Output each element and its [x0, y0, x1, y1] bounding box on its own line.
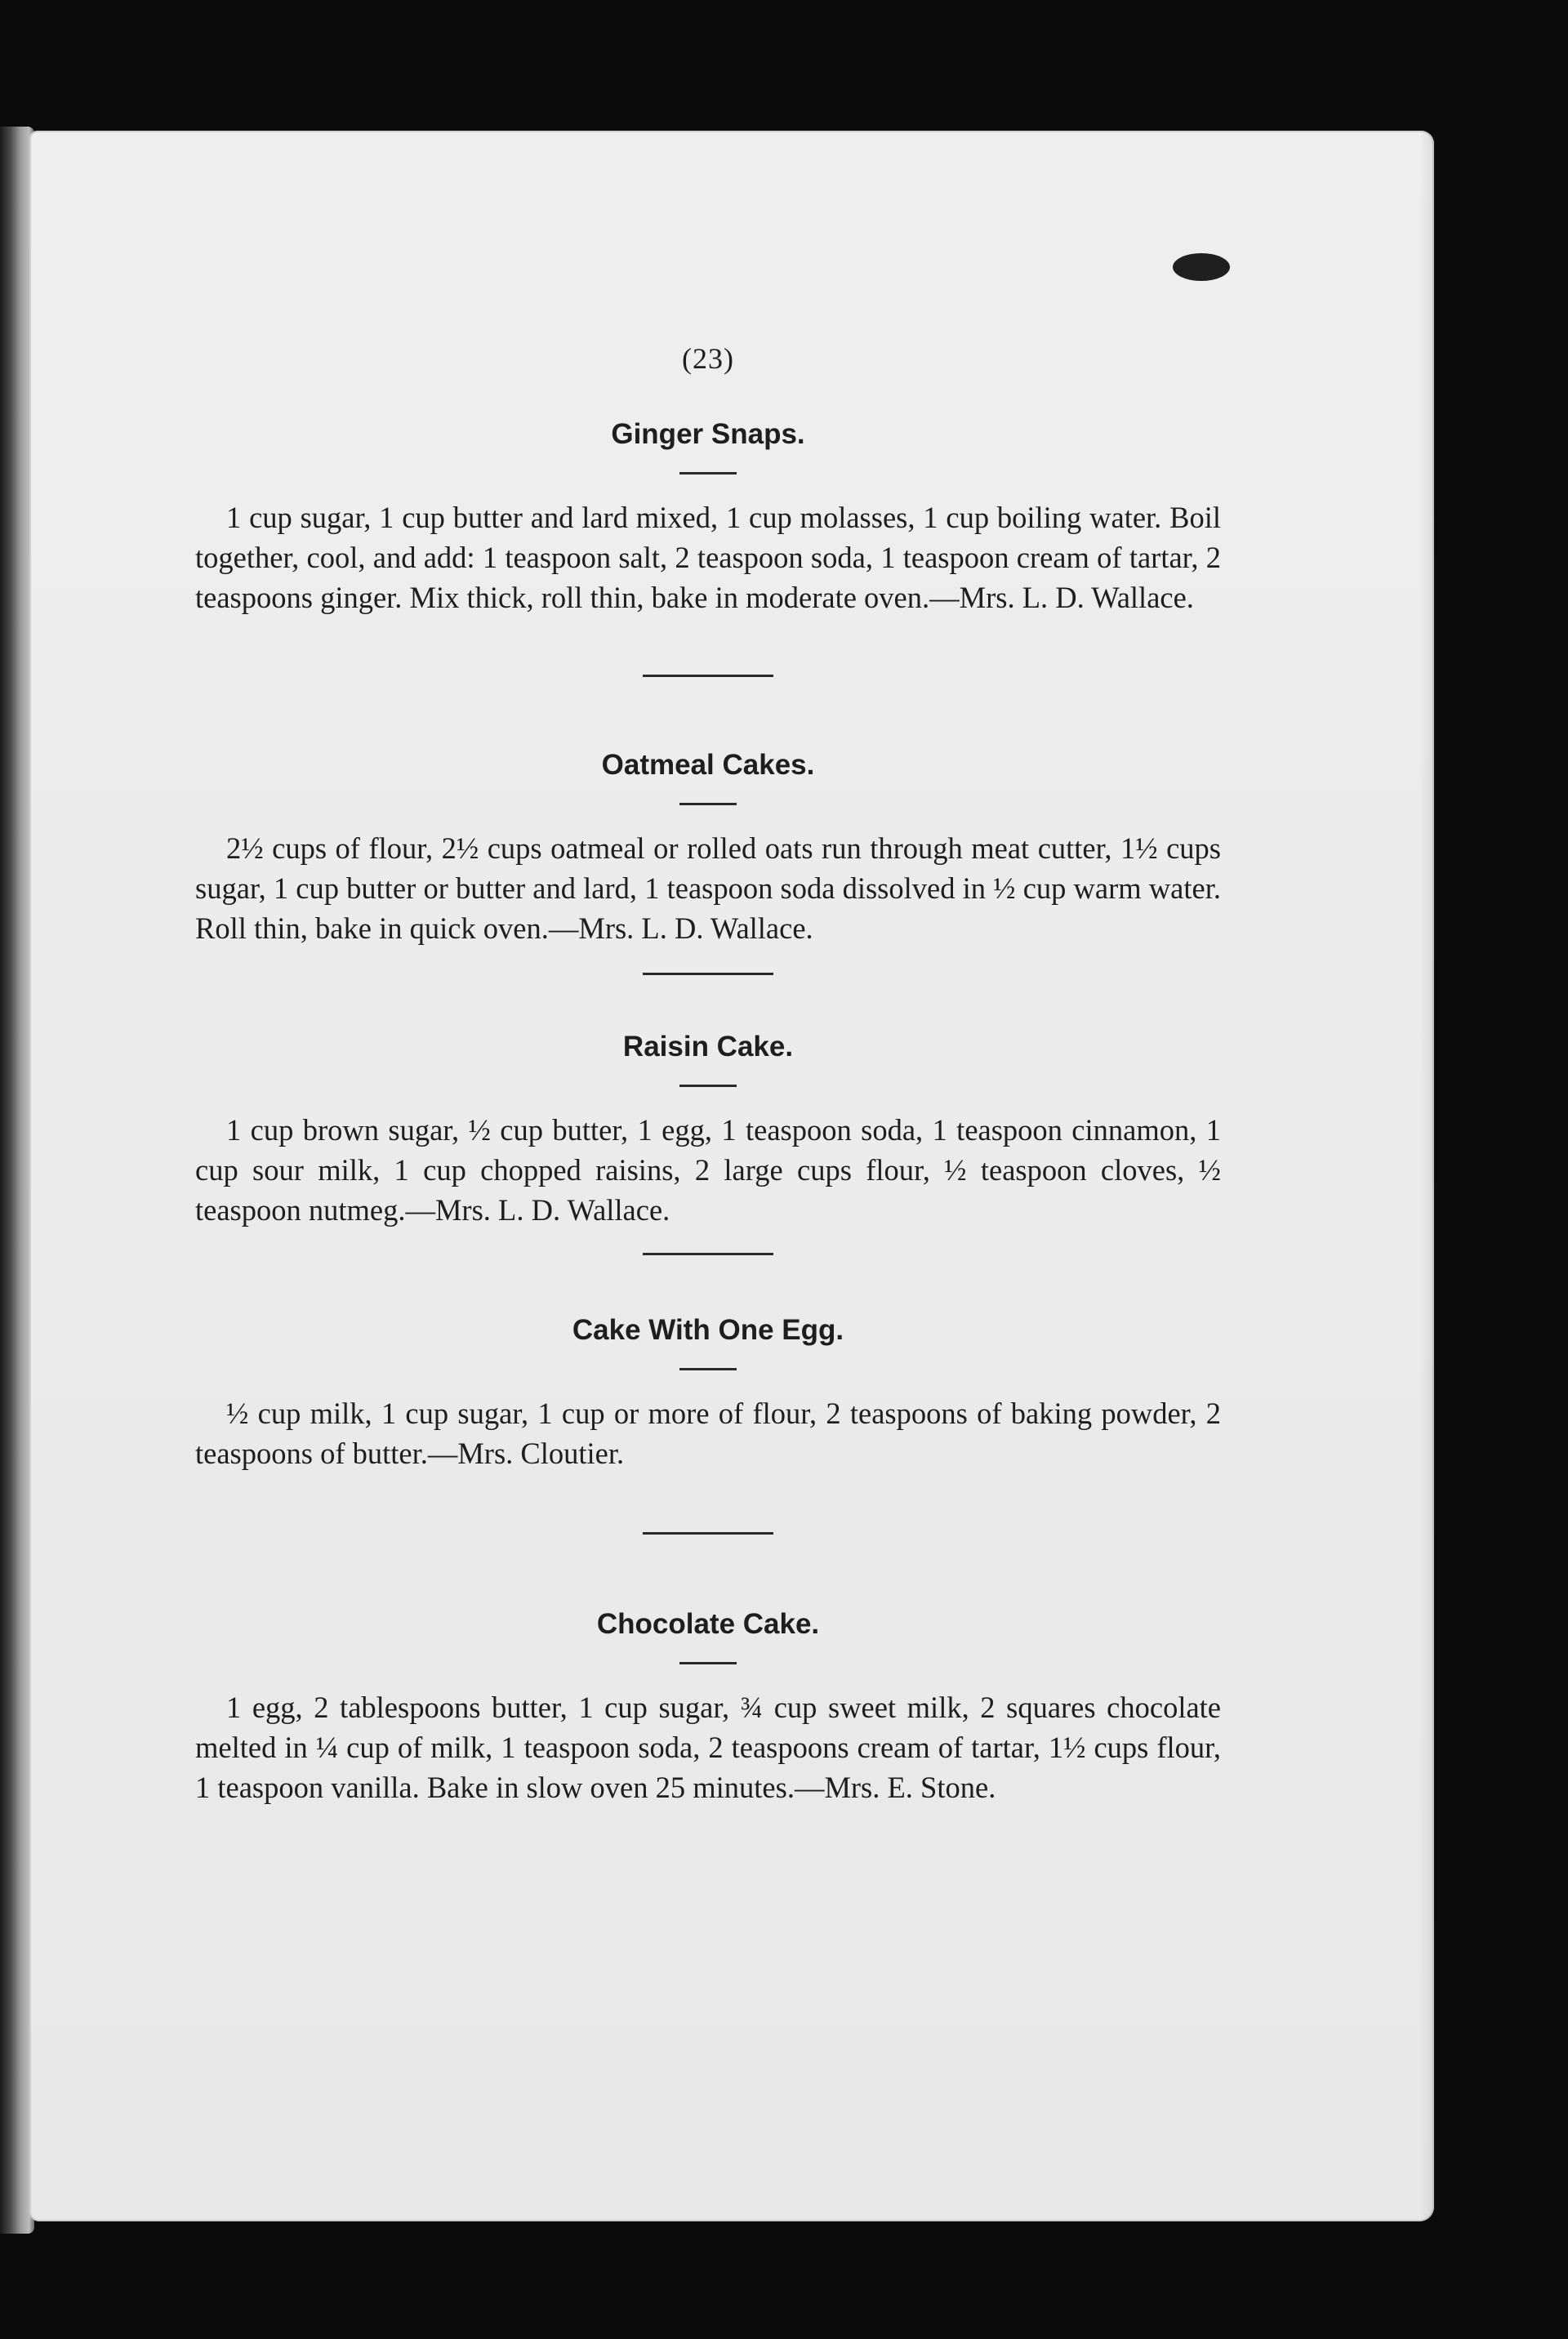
recipe-title: Raisin Cake. [622, 1031, 794, 1063]
section-divider [643, 1253, 773, 1255]
title-rule [679, 1662, 737, 1664]
ink-smudge [1173, 253, 1230, 281]
recipe-body: 1 cup sugar, 1 cup butter and lard mixed, 1 cup molasses, 1 cup boiling water. Boil together, cool, and add: 1 teaspoon salt, 2 teaspoon soda, 1 teaspoon cream of tartar, 2 teaspoons ginger. Mix thick, roll thin, bake in moderate oven.—Mrs. L. D. Wallace. [195, 501, 1221, 614]
recipe-raisin-cake [195, 1031, 1221, 1230]
recipe-body: 2½ cups of flour, 2½ cups oatmeal or rolled oats run through meat cutter, 1½ cups sugar, 1 cup butter or butter and lard, 1 teaspoon soda dissolved in ½ cup warm water. Roll thin, bake in quick oven.—Mrs. L. D. Wallace. [195, 831, 1221, 945]
recipe-title: Chocolate Cake. [596, 1608, 820, 1640]
recipe-title: Cake With One Egg. [572, 1314, 844, 1346]
title-rule [679, 1085, 737, 1087]
section-divider [643, 675, 773, 677]
recipe-body: 1 cup brown sugar, ½ cup butter, 1 egg, 1 teaspoon soda, 1 teaspoon cinnamon, 1 cup sour milk, 1 cup chopped raisins, 2 large cups flour, ½ teaspoon cloves, ½ teaspoon nutmeg.—Mrs. L. D. Wallace. [195, 1113, 1221, 1227]
title-rule [679, 1368, 737, 1370]
recipe-oatmeal-cakes [195, 749, 1221, 948]
page-content [195, 327, 1221, 1807]
recipe-body: 1 egg, 2 tablespoons butter, 1 cup sugar, ¾ cup sweet milk, 2 squares chocolate melted in ¼ cup of milk, 1 teaspoon soda, 2 teaspoons cream of tartar, 1½ cups flour, 1 teaspoon vanilla. Bake in slow oven 25 minutes.—Mrs. E. Stone. [195, 1691, 1221, 1804]
section-divider [643, 1532, 773, 1535]
recipe-title: Ginger Snaps. [611, 418, 805, 450]
title-rule [679, 472, 737, 474]
page-number: (23) [682, 342, 734, 375]
recipe-ginger-snaps [195, 418, 1221, 617]
title-rule [679, 803, 737, 805]
recipe-chocolate-cake [195, 1608, 1221, 1807]
recipe-body: ½ cup milk, 1 cup sugar, 1 cup or more of flour, 2 teaspoons of baking powder, 2 teaspoons of butter.—Mrs. Cloutier. [195, 1397, 1221, 1470]
section-divider [643, 973, 773, 975]
page-edge-shadow [1419, 131, 1434, 2221]
recipe-cake-with-one-egg [195, 1314, 1221, 1473]
recipe-title: Oatmeal Cakes. [601, 749, 815, 781]
